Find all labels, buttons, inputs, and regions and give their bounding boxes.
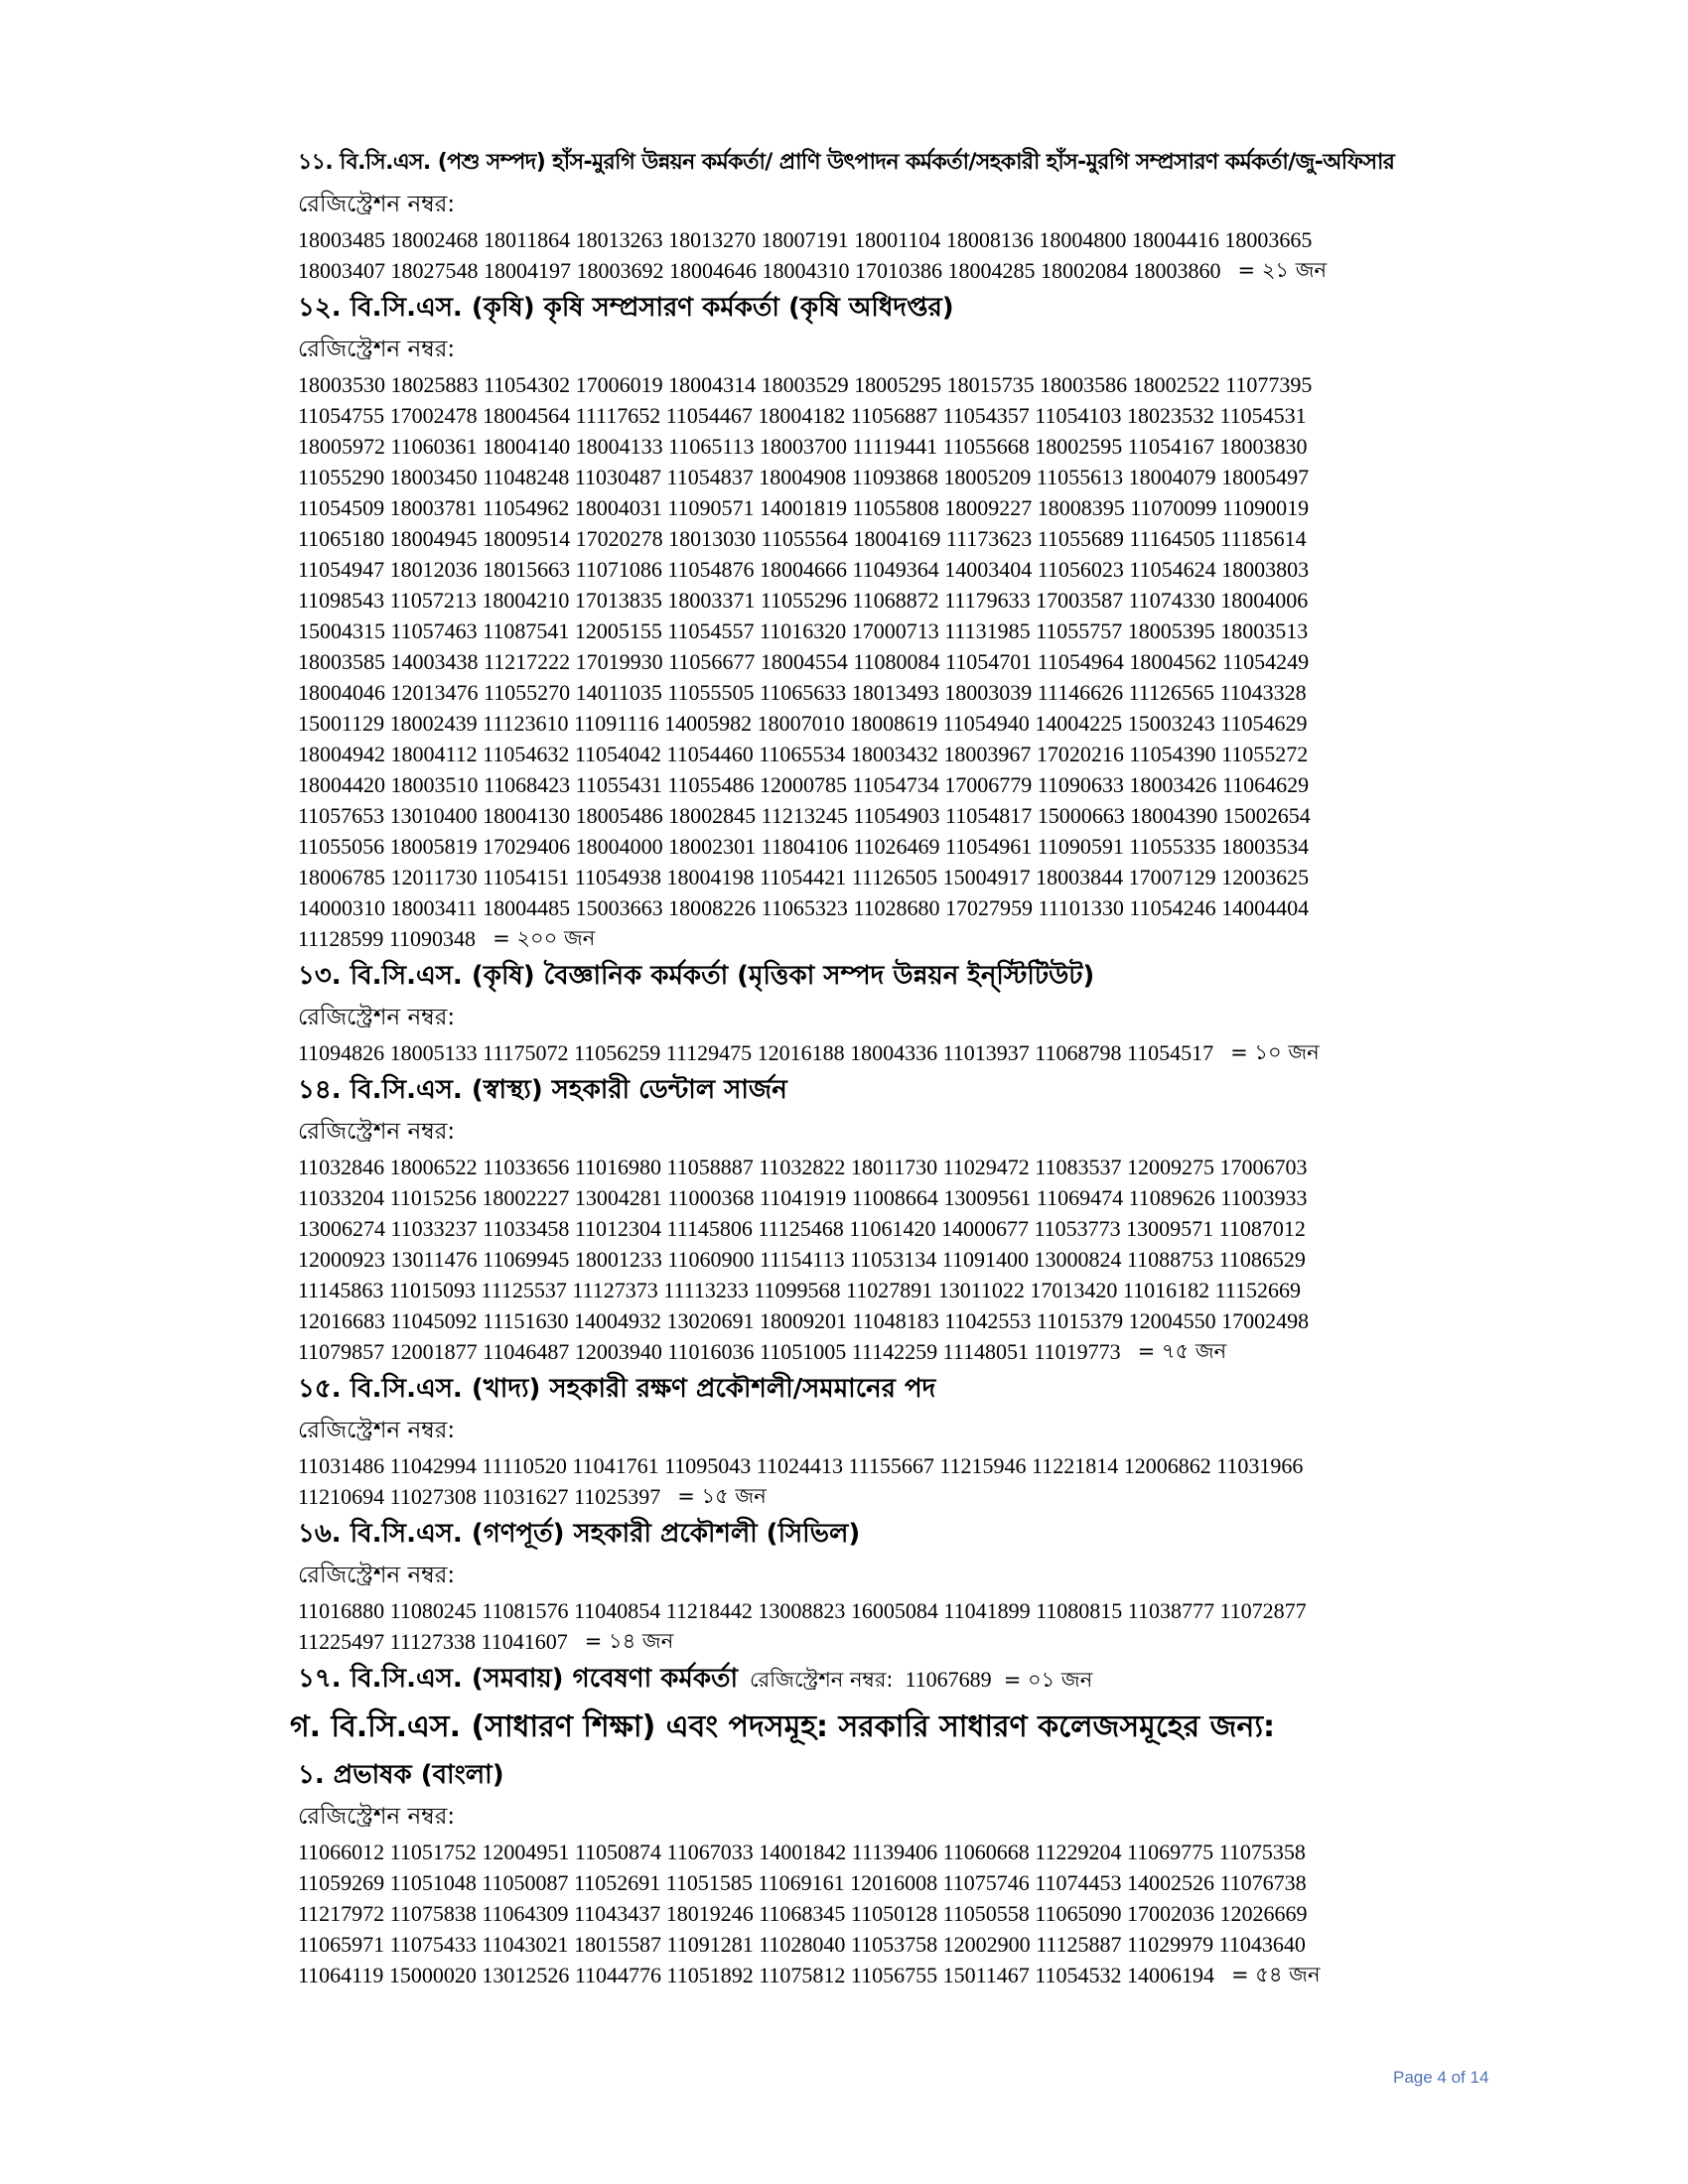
number-text: 11059269 11051048 11050087 11052691 11051585 11069161 12016008 11075746 11074453 14002526 11076738 [298,1870,1307,1895]
number-text: 18003530 18025883 11054302 17006019 18004314 18003529 18005295 18015735 18003586 18002522 11077395 [298,372,1313,397]
number-text: 11032846 18006522 11033656 11016980 11058887 11032822 18011730 11029472 11083537 12009275 17006703 [298,1155,1308,1179]
number-line [298,769,1440,800]
number-text: 11128599 11090348 [298,926,477,951]
number-line [298,1152,1440,1182]
section-13-heading: ১৩. বি.সি.এস. (কৃষি) বৈজ্ঞানিক কর্মকর্তা (মৃত্তিকা সম্পদ উন্নয়ন ইন্‌স্টিটিউট) [298,961,1095,991]
section-ga-heading: গ. বি.সি.এস. (সাধারণ শিক্ষা) এবং পদসমূহ: সরকারি সাধারণ কলেজসমূহের জন্য: [290,1709,1276,1744]
number-text: 11225497 11127338 11041607 [298,1629,568,1654]
registration-label: রেজিস্ট্রেশন নম্বর: [298,337,456,362]
number-text: 11055056 18005819 17029406 18004000 18002301 11804106 11026469 11054961 11090591 11055335 18003534 [298,834,1310,859]
section-16-numbers [298,1595,1440,1657]
number-line [298,1898,1440,1929]
number-text: 12000923 13011476 11069945 18001233 11060900 11154113 11053134 11091400 13000824 11088753 11086529 [298,1247,1306,1272]
section-12-heading: ১২. বি.সি.এস. (কৃষি) কৃষি সম্প্রসারণ কর্মকর্তা (কৃষি অধিদপ্তর) [298,293,954,323]
number-text: 11031486 11042994 11110520 11041761 11095043 11024413 11155667 11215946 11221814 12006862 11031966 [298,1453,1304,1478]
number-line [298,1929,1440,1960]
registration-label: রেজিস্ট্রেশন নম্বর: [298,1563,456,1588]
section-13-total: = ১০ জন [1230,1040,1320,1064]
number-line [298,739,1440,769]
page-number: Page 4 of 14 [1393,2068,1489,2087]
number-line [298,1626,1440,1657]
number-line [298,1450,1440,1481]
section-16-total: = ১৪ জন [584,1629,674,1653]
number-text: 18005972 11060361 18004140 18004133 11065113 18003700 11119441 11055668 18002595 11054167 18003830 [298,434,1308,459]
section-15-numbers [298,1450,1440,1512]
number-text: 11054947 18012036 18015663 11071086 11054876 18004666 11049364 14003404 11056023 11054624 18003803 [298,557,1310,582]
number-line [298,462,1440,492]
section-11-numbers [298,224,1440,286]
section-14-numbers [298,1152,1440,1336]
number-text: 11094826 18005133 11175072 11056259 11129475 12016188 18004336 11013937 11068798 11054517 [298,1040,1214,1065]
number-line [298,554,1440,585]
section-13-numbers [298,1037,1440,1068]
number-text: 11098543 11057213 18004210 17013835 18003371 11055296 11068872 11179633 17003587 11074330 18004006 [298,588,1309,613]
number-text: 18003585 14003438 11217222 17019930 11056677 18004554 11080084 11054701 11054964 18004562 11054249 [298,649,1310,674]
number-line [298,831,1440,862]
number-text: 18006785 12011730 11054151 11054938 18004198 11054421 11126505 15004917 18003844 17007129 12003625 [298,865,1310,889]
number-line [298,369,1440,400]
section-11-total: = ২১ জন [1237,258,1328,282]
number-line [298,1481,1440,1512]
registration-label: রেজিস্ট্রেশন নম্বর: [298,1418,456,1443]
number-line [298,492,1440,523]
number-text: 15001129 18002439 11123610 11091116 14005982 18007010 18008619 11054940 14004225 15003243 11054629 [298,711,1308,736]
section-12-last [298,923,1440,954]
number-text: 11054755 17002478 18004564 11117652 11054467 18004182 11056887 11054357 11054103 18023532 11054531 [298,403,1307,428]
number-text: 18004942 18004112 11054632 11054042 11054460 11065534 18003432 18003967 17020216 11054390 11055272 [298,742,1309,766]
section-15-heading: ১৫. বি.সি.এস. (খাদ্য) সহকারী রক্ষণ প্রকৌশলী/সমমানের পদ [298,1374,936,1404]
number-line [298,646,1440,677]
section-12-total: = ২০০ জন [492,926,596,950]
number-line [298,1182,1440,1213]
number-text: 11033204 11015256 18002227 13004281 11000368 11041919 11008664 13009561 11069474 11089626 11003933 [298,1185,1308,1210]
number-line [298,862,1440,892]
section-17-number: 11067689 [905,1667,992,1692]
number-line [298,1595,1440,1626]
section-14-last [298,1336,1440,1367]
number-text: 15004315 11057463 11087541 12005155 11054557 11016320 17000713 11131985 11055757 18005395 18003513 [298,618,1309,643]
number-text: 14000310 18003411 18004485 15003663 18008226 11065323 11028680 17027959 11101330 11054246 14004404 [298,895,1310,920]
number-line [298,892,1440,923]
section-ga-1-last [298,1960,1440,1990]
number-text: 18003407 18027548 18004197 18003692 18004646 18004310 17010386 18004285 18002084 18003860 [298,258,1221,283]
number-text: 11066012 11051752 12004951 11050874 11067033 14001842 11139406 11060668 11229204 11069775 11075358 [298,1840,1306,1864]
registration-label: রেজিস্ট্রেশন নম্বর: [298,1804,456,1830]
number-text: 11064119 15000020 13012526 11044776 11051892 11075812 11056755 15011467 11054532 14006194 [298,1963,1214,1987]
section-17-total: = ০১ জন [1003,1668,1093,1692]
number-line [298,224,1440,255]
number-text: 13006274 11033237 11033458 11012304 11145806 11125468 11061420 14000677 11053773 13009571 11087012 [298,1216,1306,1241]
number-line [298,923,1440,954]
page-content [290,141,1440,1990]
number-line [298,615,1440,646]
number-line [298,1336,1440,1367]
number-line [298,677,1440,708]
section-ga-1-total: = ৫৪ জন [1230,1963,1321,1986]
number-text: 11057653 13010400 18004130 18005486 18002845 11213245 11054903 11054817 15000663 18004390 15002654 [298,803,1311,828]
registration-label: রেজিস্ট্রেশন নম্বর: [750,1668,894,1692]
number-line [298,708,1440,739]
number-text: 18003485 18002468 18011864 18013263 18013270 18007191 18001104 18008136 18004800 18004416 18003665 [298,227,1313,252]
number-line [298,1213,1440,1244]
section-11-heading: ১১. বি.সি.এস. (পশু সম্পদ) হাঁস-মুরগি উন্নয়ন কর্মকর্তা/ প্রাণি উৎপাদন কর্মকর্তা/সহকারী হাঁস-মুরগি সম্প্রসারণ কর্মকর্তা/জু-অফিসার [298,150,1395,175]
number-line [298,1960,1440,1990]
number-text: 11145863 11015093 11125537 11127373 11113233 11099568 11027891 13011022 17013420 11016182 11152669 [298,1278,1301,1302]
registration-label: রেজিস্ট্রেশন নম্বর: [298,1005,456,1030]
number-text: 12016683 11045092 11151630 14004932 13020691 18009201 11048183 11042553 11015379 12004550 17002498 [298,1308,1310,1333]
number-line [298,255,1440,286]
section-12-numbers [298,369,1440,923]
section-16-heading: ১৬. বি.সি.এস. (গণপূর্ত) সহকারী প্রকৌশলী (সিভিল) [298,1519,861,1549]
number-text: 18004420 18003510 11068423 11055431 11055486 12000785 11054734 17006779 11090633 18003426 11064629 [298,772,1310,797]
section-14-heading: ১৪. বি.সি.এস. (স্বাস্থ্য) সহকারী ডেন্টাল সার্জন [298,1075,787,1105]
number-line [298,1837,1440,1867]
number-line [298,400,1440,431]
section-ga-1-heading: ১. প্রভাষক (বাংলা) [298,1760,504,1790]
number-text: 11065971 11075433 11043021 18015587 11091281 11028040 11053758 12002900 11125887 11029979 11043640 [298,1932,1306,1957]
number-line [298,800,1440,831]
number-text: 11079857 12001877 11046487 12003940 11016036 11051005 11142259 11148051 11019773 [298,1339,1121,1364]
section-14-total: = ৭৫ জন [1137,1339,1227,1363]
number-text: 11217972 11075838 11064309 11043437 18019246 11068345 11050128 11050558 11065090 17002036 12026669 [298,1901,1308,1926]
section-15-total: = ১৫ জন [677,1484,767,1508]
number-text: 11016880 11080245 11081576 11040854 11218442 13008823 16005084 11041899 11080815 11038777 11072877 [298,1598,1307,1623]
number-line [298,1275,1440,1305]
section-17-heading: ১৭. বি.সি.এস. (সমবায়) গবেষণা কর্মকর্তা [298,1664,739,1694]
number-text: 11210694 11027308 11031627 11025397 [298,1484,661,1509]
section-ga-1-numbers [298,1837,1440,1960]
registration-label: রেজিস্ট্রেশন নম্বর: [298,1119,456,1145]
number-text: 11055290 18003450 11048248 11030487 11054837 18004908 11093868 18005209 11055613 18004079 18005497 [298,465,1310,489]
number-line [298,585,1440,615]
number-line [298,1867,1440,1898]
number-line [298,1244,1440,1275]
number-text: 11065180 18004945 18009514 17020278 18013030 11055564 18004169 11173623 11055689 11164505 11185614 [298,526,1307,551]
registration-label: রেজিস্ট্রেশন নম্বর: [298,192,456,217]
number-line [298,1037,1440,1068]
number-line [298,523,1440,554]
number-line [298,1305,1440,1336]
section-17-row [298,1657,1440,1702]
number-text: 11054509 18003781 11054962 18004031 11090571 14001819 11055808 18009227 18008395 11070099 11090019 [298,495,1310,520]
number-text: 18004046 12013476 11055270 14011035 11055505 11065633 18013493 18003039 11146626 11126565 11043328 [298,680,1307,705]
number-line [298,431,1440,462]
